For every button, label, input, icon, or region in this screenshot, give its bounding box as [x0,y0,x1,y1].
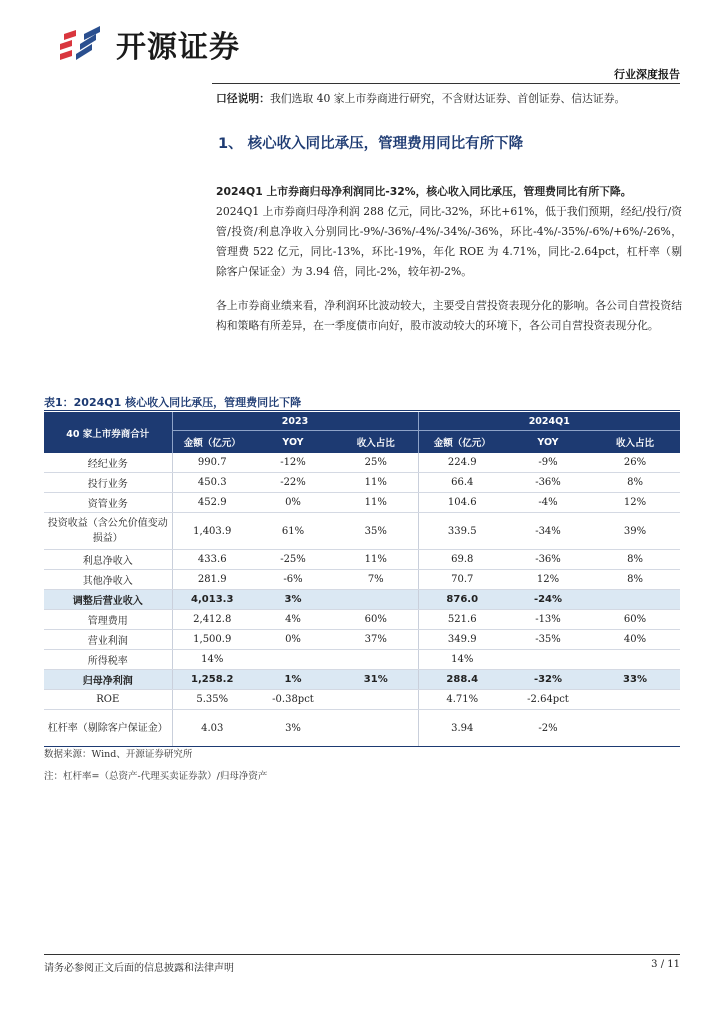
financial-summary-table [44,412,680,747]
table-row [44,650,680,670]
table-cell: 1,258.2 [172,670,252,690]
table-cell: 990.7 [172,453,252,473]
table-cell: 4.03 [172,710,252,747]
table-cell: 5.35% [172,690,252,710]
table-row [44,610,680,630]
row-label: ROE [44,690,172,710]
table-cell: 876.0 [418,590,506,610]
table-cell [334,590,418,610]
row-label: 投行业务 [44,473,172,493]
table-row [44,453,680,473]
table-cell: -9% [506,453,590,473]
row-label: 归母净利润 [44,670,172,690]
table-cell: 11% [334,550,418,570]
table-cell: -13% [506,610,590,630]
table-row [44,493,680,513]
table-cell: -35% [506,630,590,650]
table-cell: 61% [252,513,334,550]
table-cell: 3% [252,710,334,747]
table-cell: -32% [506,670,590,690]
table-cell: 281.9 [172,570,252,590]
table-cell: 25% [334,453,418,473]
table-cell [590,690,680,710]
table-cell: 70.7 [418,570,506,590]
table-row [44,630,680,650]
table-cell: -0.38pct [252,690,334,710]
row-label: 调整后营业收入 [44,590,172,610]
report-type-label: 行业深度报告 [614,68,680,81]
table-row-highlight [44,590,680,610]
footer-disclaimer: 请务必参阅正文后面的信息披露和法律声明 [44,963,234,974]
row-label: 投资收益（含公允价值变动损益） [44,513,172,550]
table-cell: 35% [334,513,418,550]
table-cell: -12% [252,453,334,473]
table-cell: 450.3 [172,473,252,493]
table-cell: 104.6 [418,493,506,513]
summary-headline: 2024Q1 上市券商归母净利润同比-32%，核心收入同比承压，管理费同比有所下降。 [216,185,632,198]
table-cell: 3% [252,590,334,610]
column-header: 收入占比 [590,431,680,454]
table-cell: 4.71% [418,690,506,710]
table-cell: 12% [506,570,590,590]
table-cell: 14% [172,650,252,670]
year-header-2024q1: 2024Q1 [418,412,680,431]
summary-body: 2024Q1 上市券商归母净利润 288 亿元，同比-32%，环比+61%，低于我们预期，经纪/投行/资管/投资/利息净收入分别同比-9%/-36%/-4%/-34%/-36%，环比-4%/-35%/-6%/+6%/-26%，管理费 522 亿元，同比-13%，环比-19%，年化 ROE 为 4.71%，同比-2.64pct，杠杆率（剔除客户保证金）为 3.94 倍，同比-2%，较年初-2%。 [216,205,682,278]
leverage-footnote: 注：杠杆率=（总资产-代理买卖证券款）/归母净资产 [44,771,268,782]
table-row [44,710,680,747]
table-cell: 66.4 [418,473,506,493]
year-header-2023: 2023 [172,412,418,431]
table-row-highlight [44,670,680,690]
table-cell: 2,412.8 [172,610,252,630]
summary-paragraph [216,182,682,282]
row-label: 资管业务 [44,493,172,513]
row-label: 杠杆率（剔除客户保证金） [44,710,172,747]
row-label: 营业利润 [44,630,172,650]
table-cell: 4,013.3 [172,590,252,610]
table-cell: -4% [506,493,590,513]
table-cell: -25% [252,550,334,570]
header-divider [212,83,680,84]
page-number: 3 / 11 [651,959,680,970]
table-cell: -2.64pct [506,690,590,710]
row-label: 利息净收入 [44,550,172,570]
table-cell: 8% [590,473,680,493]
table-cell: 12% [590,493,680,513]
table-cell: -6% [252,570,334,590]
table-cell: 11% [334,493,418,513]
row-label: 管理费用 [44,610,172,630]
table-cell: 8% [590,570,680,590]
column-header: 金额（亿元） [172,431,252,454]
table-cell: 37% [334,630,418,650]
logo-text: 开源证券 [116,30,240,65]
logo-mark-icon [58,24,106,64]
table-cell: -2% [506,710,590,747]
table-cell: 4% [252,610,334,630]
table-cell: 1% [252,670,334,690]
table-cell: 433.6 [172,550,252,570]
table-cell: -34% [506,513,590,550]
table-cell [252,650,334,670]
column-header: YOY [506,431,590,454]
table-cell: 26% [590,453,680,473]
table-cell: -36% [506,473,590,493]
footer-divider [44,954,680,955]
table-cell: 60% [334,610,418,630]
table-cell: 288.4 [418,670,506,690]
column-header: 金额（亿元） [418,431,506,454]
table-cell: 8% [590,550,680,570]
table-row [44,550,680,570]
table-cell: 69.8 [418,550,506,570]
table-cell: 1,500.9 [172,630,252,650]
table-row [44,570,680,590]
table-title: 表1：2024Q1 核心收入同比承压，管理费同比下降 [44,396,302,409]
scope-note-label: 口径说明： [216,92,270,105]
scope-note-text: 我们选取 40 家上市券商进行研究，不含财达证券、首创证券、信达证券。 [269,92,626,105]
table-cell: -36% [506,550,590,570]
table-cell: 339.5 [418,513,506,550]
table-cell [334,650,418,670]
column-header: 收入占比 [334,431,418,454]
table-cell: 0% [252,493,334,513]
table-row [44,690,680,710]
table-cell: 11% [334,473,418,493]
table-cell: 31% [334,670,418,690]
data-source-note: 数据来源：Wind、开源证券研究所 [44,749,193,760]
corner-header: 40 家上市券商合计 [44,412,172,453]
table-cell: 14% [418,650,506,670]
table-cell [590,590,680,610]
table-cell: 60% [590,610,680,630]
table-cell: 40% [590,630,680,650]
table-cell [506,650,590,670]
table-cell: 452.9 [172,493,252,513]
table-cell [590,650,680,670]
table-cell: 521.6 [418,610,506,630]
table-cell: 39% [590,513,680,550]
scope-note [216,90,682,108]
company-logo [58,22,240,66]
row-label: 经纪业务 [44,453,172,473]
table-cell: 7% [334,570,418,590]
table-cell: 0% [252,630,334,650]
table-cell: -22% [252,473,334,493]
table-row [44,513,680,550]
table-cell [334,690,418,710]
table-cell: -24% [506,590,590,610]
table-title-rule [44,410,680,411]
table-cell: 1,403.9 [172,513,252,550]
row-label: 所得税率 [44,650,172,670]
table-cell: 349.9 [418,630,506,650]
analysis-paragraph: 各上市券商业绩来看，净利润环比波动较大，主要受自营投资表现分化的影响。各公司自营投资结构和策略有所差异，在一季度债市向好，股市波动较大的环境下，各公司自营投资表现分化。 [216,299,682,332]
table-row [44,473,680,493]
table-cell: 224.9 [418,453,506,473]
table-cell [590,710,680,747]
column-header: YOY [252,431,334,454]
section-title: 1、 核心收入同比承压，管理费用同比有所下降 [218,136,524,152]
table-cell: 3.94 [418,710,506,747]
row-label: 其他净收入 [44,570,172,590]
table-cell [334,710,418,747]
table-cell: 33% [590,670,680,690]
